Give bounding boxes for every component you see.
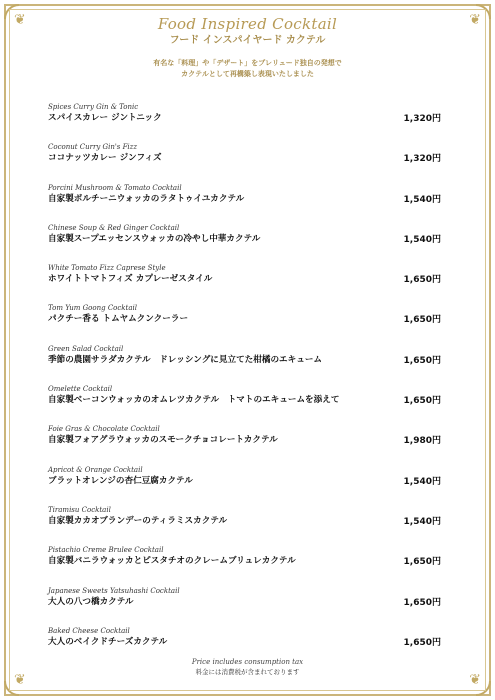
item-price: 1,650円 [403,315,441,326]
menu-title-jp: フード インスパイヤード カクテル [169,35,326,46]
item-name-en: Coconut Curry Gin's Fizz [48,143,138,152]
item-name-jp: 自家製ポルチーニウォッカのラタトゥイユカクテル [48,193,245,204]
item-price: 1,320円 [403,154,441,165]
item-name-en: Baked Cheese Cocktail [48,626,130,635]
item-name-en: Apricot & Orange Cocktail [48,465,143,474]
menu-item [48,466,447,506]
item-name-jp: 大人のベイクドチーズカクテル [48,636,168,647]
item-name-en: Spices Curry Gin & Tonic [48,103,139,111]
menu-item [48,224,447,264]
intro-line: 有名な「料理」や「デザート」をプレリュード独自の発想で [153,58,342,67]
item-price: 1,540円 [403,516,441,527]
menu-item-list [48,103,447,667]
item-price: 1,650円 [403,275,441,286]
menu-item [48,546,447,586]
item-name-en: Japanese Sweets Yatsuhashi Cocktail [48,586,180,595]
item-price: 1,650円 [403,637,441,648]
menu-intro [0,57,495,79]
tax-note-en: Price includes consumption tax [191,658,304,666]
item-name-en: Tom Yum Goong Cocktail [48,304,138,313]
flourish-icon: ❦ [14,672,26,688]
menu-item [48,103,447,143]
menu-item [48,143,447,183]
menu-item [48,587,447,627]
item-name-en: Foie Gras & Chocolate Cocktail [48,425,160,434]
item-name-en: White Tomato Fizz Caprese Style [48,264,166,273]
item-price: 1,650円 [403,557,441,568]
flourish-icon: ❦ [14,12,26,28]
flourish-icon: ❦ [469,12,481,28]
item-name-jp: 自家製バニラウォッカとピスタチオのクレームブリュレカクテル [48,556,296,567]
item-name-jp: 季節の農園サラダカクテル ドレッシングに見立てた柑橘のエキューム [48,354,323,365]
item-name-jp: ココナッツカレー ジンフィズ [48,153,162,164]
menu-footer [0,658,495,677]
item-name-jp: パクチー香る トムヤムクンクーラー [48,314,189,325]
menu-item [48,304,447,344]
item-name-jp: ブラットオレンジの杏仁豆腐カクテル [48,475,193,486]
item-price: 1,540円 [403,194,441,205]
item-name-jp: スパイスカレー ジントニック [48,113,162,123]
item-price: 1,650円 [403,597,441,608]
item-name-en: Pistachio Creme Brulee Cocktail [48,546,164,555]
menu-item [48,506,447,546]
item-name-en: Omelette Cocktail [48,385,113,394]
item-price: 1,650円 [403,396,441,407]
menu-item [48,385,447,425]
item-name-jp: 大人の八つ橋カクテル [48,596,134,607]
item-name-jp: ホワイトトマトフィズ カプレーゼスタイル [48,274,213,285]
menu-header [0,16,495,79]
item-name-en: Green Salad Cocktail [48,344,124,353]
menu-item [48,425,447,465]
item-price: 1,980円 [403,436,441,447]
flourish-icon: ❦ [469,672,481,688]
item-name-jp: 自家製フォアグラウォッカのスモークチョコレートカクテル [48,435,278,446]
item-name-en: Tiramisu Cocktail [48,505,111,514]
item-name-jp: 自家製カカオブランデーのティラミスカクテル [48,515,228,526]
menu-item [48,264,447,304]
menu-item [48,184,447,224]
item-name-en: Chinese Soup & Red Ginger Cocktail [48,223,180,232]
item-name-en: Porcini Mushroom & Tomato Cocktail [48,183,182,192]
menu-item [48,345,447,385]
tax-note-jp: 料金には消費税が含まれております [195,668,300,676]
item-name-jp: 自家製ベーコンウォッカのオムレツカクテル トマトのエキュームを添えて [48,395,340,406]
intro-line: カクテルとして再構築し表現いたしました [181,69,314,78]
item-name-jp: 自家製スープエッセンスウォッカの冷やし中華カクテル [48,233,261,244]
item-price: 1,540円 [403,476,441,487]
item-price: 1,650円 [403,355,441,366]
item-price: 1,320円 [403,114,441,124]
item-price: 1,540円 [403,234,441,245]
menu-title-en: Food Inspired Cocktail [157,15,338,33]
